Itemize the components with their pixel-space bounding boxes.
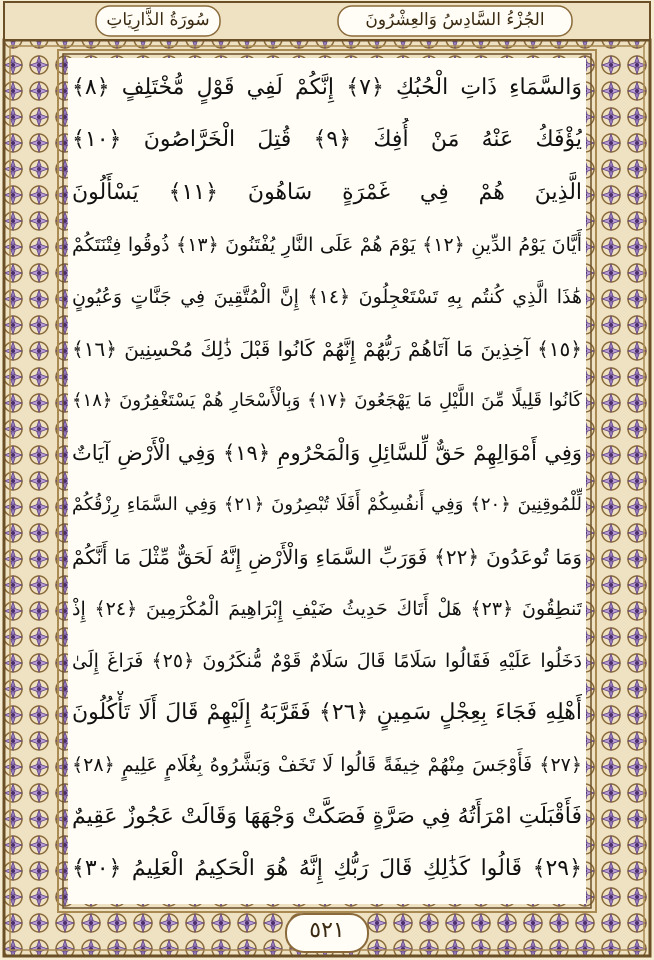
text-line: وَالسَّمَاءِ ذَاتِ الْحُبُكِ ﴿٧﴾ إِنَّكُمْ لَفِي قَوْلٍ مُّخْتَلِفٍ ﴿٨﴾ bbox=[72, 75, 582, 100]
text-line: لِّلْمُوقِنِينَ ﴿٢٠﴾ وَفِي أَنفُسِكُمْ أَفَلَا تُبْصِرُونَ ﴿٢١﴾ وَفِي السَّمَاءِ رِزْقُكُمْ bbox=[72, 494, 582, 515]
text-line: فَأَقْبَلَتِ امْرَأَتُهُ فِي صَرَّةٍ فَصَكَّتْ وَجْهَهَا وَقَالَتْ عَجُوزٌ عَقِيمٌ bbox=[72, 804, 582, 829]
text-line: أَيَّانَ يَوْمُ الدِّينِ ﴿١٢﴾ يَوْمَ هُمْ عَلَى النَّارِ يُفْتَنُونَ ﴿١٣﴾ ذُوقُوا فِتْنَتَكُمْ bbox=[72, 234, 582, 256]
text-line: هَٰذَا الَّذِي كُنتُم بِهِ تَسْتَعْجِلُونَ ﴿١٤﴾ إِنَّ الْمُتَّقِينَ فِي جَنَّاتٍ وَعُيُونٍ bbox=[72, 286, 582, 308]
text-line: ﴿٢٧﴾ فَأَوْجَسَ مِنْهُمْ خِيفَةً قَالُوا لَا تَخَفْ وَبَشَّرُوهُ بِغُلَامٍ عَلِيمٍ ﴿٢٨﴾ bbox=[72, 754, 582, 776]
page-header bbox=[0, 4, 654, 40]
text-line: دَخَلُوا عَلَيْهِ فَقَالُوا سَلَامًا قَالَ سَلَامٌ قَوْمٌ مُّنكَرُونَ ﴿٢٥﴾ فَرَاغَ إِلَىٰ bbox=[72, 650, 582, 672]
page-number: ٥٢١ bbox=[309, 918, 345, 943]
text-line: وَمَا تُوعَدُونَ ﴿٢٢﴾ فَوَرَبِّ السَّمَاءِ وَالْأَرْضِ إِنَّهُ لَحَقٌّ مِّثْلَ مَا أَنَّكُمْ bbox=[72, 545, 582, 569]
text-line: وَفِي أَمْوَالِهِمْ حَقٌّ لِّلسَّائِلِ وَالْمَحْرُومِ ﴿١٩﴾ وَفِي الْأَرْضِ آيَاتٌ bbox=[72, 441, 582, 465]
surah-title: سُورَةُ الذَّارِيَاتِ bbox=[106, 10, 210, 30]
text-line: ﴿٢٩﴾ قَالُوا كَذَٰلِكِ قَالَ رَبُّكِ إِنَّهُ هُوَ الْحَكِيمُ الْعَلِيمُ ﴿٣٠﴾ bbox=[72, 856, 582, 881]
juz-title: الجُزْءُ السَّادِسُ وَالعِشْرُونَ bbox=[365, 10, 545, 30]
text-line: يُؤْفَكُ عَنْهُ مَنْ أُفِكَ ﴿٩﴾ قُتِلَ الْخَرَّاصُونَ ﴿١٠﴾ bbox=[72, 127, 582, 152]
text-line: الَّذِينَ هُمْ فِي غَمْرَةٍ سَاهُونَ ﴿١١﴾ يَسْأَلُونَ bbox=[72, 180, 582, 205]
text-line: تَنطِقُونَ ﴿٢٣﴾ هَلْ أَتَاكَ حَدِيثُ ضَيْفِ إِبْرَاهِيمَ الْمُكْرَمِينَ ﴿٢٤﴾ إِذْ bbox=[72, 598, 582, 620]
text-line: ﴿١٥﴾ آخِذِينَ مَا آتَاهُمْ رَبُّهُمْ إِنَّهُمْ كَانُوا قَبْلَ ذَٰلِكَ مُحْسِنِينَ ﴿١٦﴾ bbox=[72, 337, 582, 361]
text-line: أَهْلِهِ فَجَاءَ بِعِجْلٍ سَمِينٍ ﴿٢٦﴾ فَقَرَّبَهُ إِلَيْهِمْ قَالَ أَلَا تَأْكُلُونَ bbox=[72, 700, 582, 725]
text-line: كَانُوا قَلِيلًا مِّنَ اللَّيْلِ مَا يَهْجَعُونَ ﴿١٧﴾ وَبِالْأَسْحَارِ هُمْ يَسْتَغْفِرُونَ ﴿١٨﴾ bbox=[72, 390, 582, 411]
